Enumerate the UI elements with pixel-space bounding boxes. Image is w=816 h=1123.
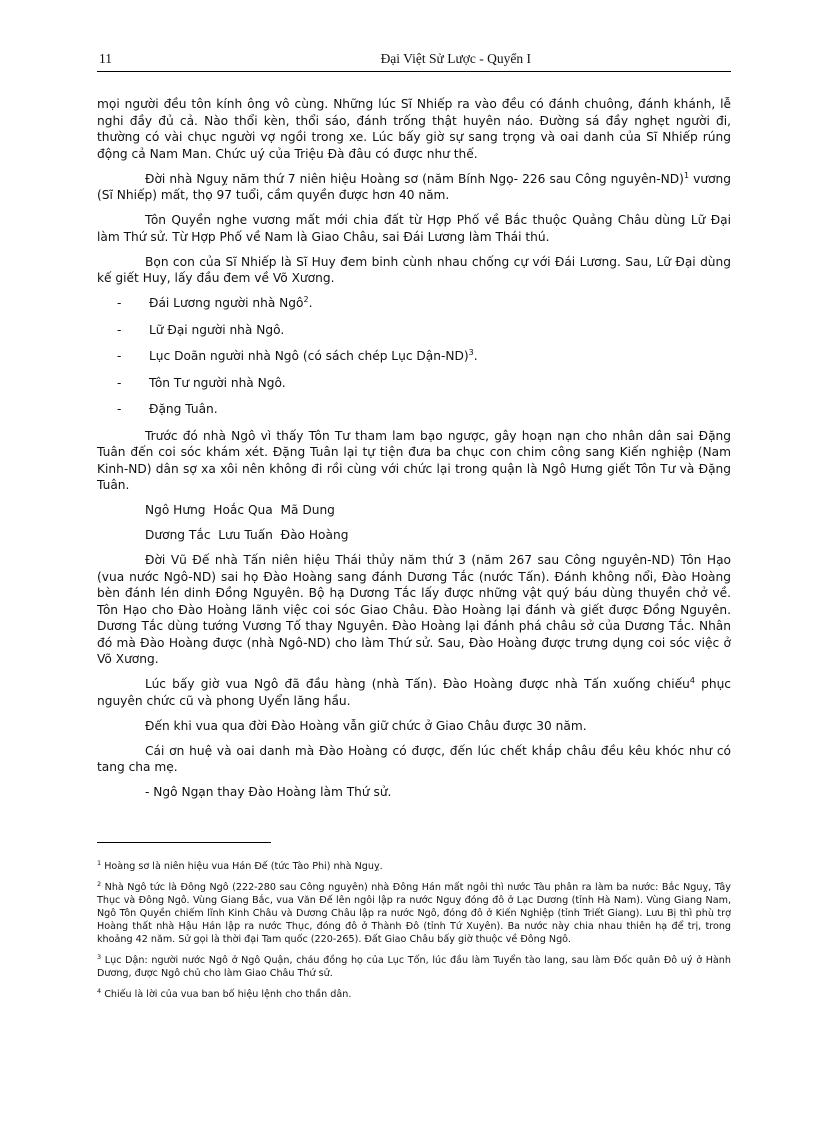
footnote-ref[interactable]: 2 (303, 294, 309, 304)
list-item: - Tôn Tư người nhà Ngô. (117, 375, 286, 390)
dash-bullet: - (117, 349, 122, 363)
footnotes (97, 860, 731, 1009)
paragraph: Đến khi vua qua đời Đào Hoàng vẫn giữ chức ở Giao Châu được 30 năm. (145, 718, 587, 733)
footnote-ref[interactable]: 3 (468, 347, 474, 357)
footnote-ref[interactable]: 4 (689, 675, 695, 685)
paragraph: Tôn Quyền nghe vương mất mới chia đất từ Hợp Phố về Bắc thuộc Quảng Châu dùng Lữ Đại làm Thứ sử. Từ Hợp Phố về Nam là Giao Châu, sai Đái Lương làm Thái thú. (97, 213, 731, 244)
paragraph: mọi người đều tôn kính ông vô cùng. Những lúc Sĩ Nhiếp ra vào đều có đánh chuông, đánh khánh, lễ nghi đầy đủ cả. Nào thổi kèn, thổi sáo, đánh trống thật huyên náo. Đường sá đầy nghẹt người đi, thường có vài chục người vợ ngồi trong xe. Lúc bấy giờ sự sang trọng và oai danh của Sĩ Nhiếp rúng động cả Nam Man. Chức uý của Triệu Đà đâu có được như thế. (97, 97, 731, 161)
footnote-number: 2 (97, 879, 102, 888)
page-header (97, 49, 731, 72)
paragraph: Bọn con của Sĩ Nhiếp là Sĩ Huy đem binh cùnh nhau chống cự với Đái Lương. Sau, Lữ Đại dùng kế giết Huy, lấy đầu đem về Võ Xương. (97, 254, 731, 285)
paragraph: Đời Vũ Đế nhà Tấn niên hiệu Thái thủy năm thứ 3 (năm 267 sau Công nguyên-ND) Tôn Hạo (vua nước Ngô-ND) sai họ Đào Hoàng sang đánh Dương Tắc (nước Tấn). Đánh không nổi, Đào Hoàng bèn đánh lén dinh Đồng Nguyên. Bộ hạ Dương Tắc lấy được những vật quý báu dùng thuyền chở về. Tôn Hạo cho Đào Hoàng lãnh việc coi sóc Giao Châu. Đào Hoàng lại đánh và giết được Đồng Nguyên. Dương Tắc dùng tướng Vương Tố thay Nguyên. Đào Hoàng lại đánh phá châu sở của Dương Tắc. Nhân đó mà Đào Hoàng được (nhà Ngô-ND) cho làm Thứ sử. Sau, Đào Hoàng được trưng dụng coi sóc việc ở Võ Xương. (97, 553, 731, 666)
footnote-ref[interactable]: 1 (683, 170, 690, 180)
main-text (97, 96, 731, 809)
dash-bullet: - (117, 296, 122, 310)
dash-bullet: - (117, 402, 122, 416)
paragraph: Lúc bấy giờ vua Ngô đã đầu hàng (nhà Tấn). Đào Hoàng được nhà Tấn xuống chiếu$^4$ phục nguyên chức cũ và phong Uyển lăng hầu. (97, 675, 731, 708)
list-item: - Lữ Đại người nhà Ngô. (117, 322, 285, 337)
list-item: - Đái Lương người nhà Ngô$^2$. (117, 294, 313, 310)
page-number: 11 (99, 51, 112, 66)
footnote-number: 3 (97, 952, 102, 961)
footnote-number: 1 (97, 858, 102, 867)
list-item: - Lục Doãn người nhà Ngô (có sách chép Lục Dận-ND)$^3$. (117, 347, 478, 363)
paragraph: - Ngô Ngạn thay Đào Hoàng làm Thứ sử. (145, 785, 392, 799)
footnote-number: 4 (97, 986, 102, 995)
footnote-divider (97, 842, 271, 843)
dash-bullet: - (117, 322, 122, 337)
paragraph: Cái ơn huệ và oai danh mà Đào Hoàng có được, đến lúc chết khắp châu đều kêu khóc như có tang cha mẹ. (97, 743, 731, 774)
list-item: - Đặng Tuân. (117, 402, 218, 416)
footnote: $^1$ Hoàng sơ là niên hiệu vua Hán Đế (tức Tào Phi) nhà Nguỵ. (97, 858, 383, 872)
dash-bullet: - (117, 375, 122, 390)
footnote: $^4$ Chiếu là lời của vua ban bố hiệu lệnh cho thần dân. (97, 986, 352, 1000)
paragraph: Đời nhà Nguỵ năm thứ 7 niên hiệu Hoàng sơ (năm Bính Ngọ- 226 sau Công nguyên-ND)$^1$ vương (Sĩ Nhiếp) mất, thọ 97 tuổi, cầm quyền được hơn 40 năm. (97, 170, 731, 202)
names-line: Ngô Hưng Hoắc Qua Mã Dung (145, 503, 335, 517)
names-line: Dương Tắc Lưu Tuấn Đào Hoàng (145, 528, 349, 542)
running-title: Đại Việt Sử Lược - Quyển I (380, 51, 531, 66)
paragraph: Trước đó nhà Ngô vì thấy Tôn Tư tham lam bạo ngược, gây hoạn nạn cho nhân dân sai Đặng Tuân đến coi sóc khám xét. Đặng Tuân lại tự tiện đưa ba chục con chim công sang Kiến nghiệp (Nam Kinh-ND) dân sợ xa xôi nên không đi rồi cùng với chức lại trong quận là Ngô Hưng giết Tôn Tư và Đặng Tuân. (97, 428, 731, 492)
footnote: $^2$ Nhà Ngô tức là Đông Ngô (222-280 sau Công nguyên) nhà Đông Hán mất ngôi thì nước Tàu phân ra làm ba nước: Bắc Nguỵ, Tây Thục và Đông Ngô. Vùng Giang Bắc, vua Văn Đế lên ngôi lập ra nước Nguỵ đóng đô ở Lạc Dương (tỉnh Hà Nam). Vùng Giang Nam, Ngô Tôn Quyền chiếm lĩnh Kinh Châu và Dương Châu lập ra nước Ngô, đóng đô ở Kiến Nghiệp (tỉnh Triết Giang). Lưu Bị thì phù trợ Hoàng thất nhà Hậu Hán lập ra nước Thục, đóng đô ở Thành Đô (tỉnh Tứ Xuyên). Ba nước này chia nhau thiên hạ để trị, trong khoảng 42 năm. Sử gọi là thời đại Tam quốc (220-265). Đất Giao Châu bấy giờ thuộc về Đông Ngô. (97, 879, 731, 945)
footnote: $^3$ Lục Dận: người nước Ngô ở Ngô Quận, cháu đồng họ của Lục Tốn, lúc đầu làm Tuyển tào lang, sau làm Đốc quân Đô uý ở Hành Dương, được Ngô chủ cho làm Giao Châu Thứ sử. (97, 952, 731, 979)
